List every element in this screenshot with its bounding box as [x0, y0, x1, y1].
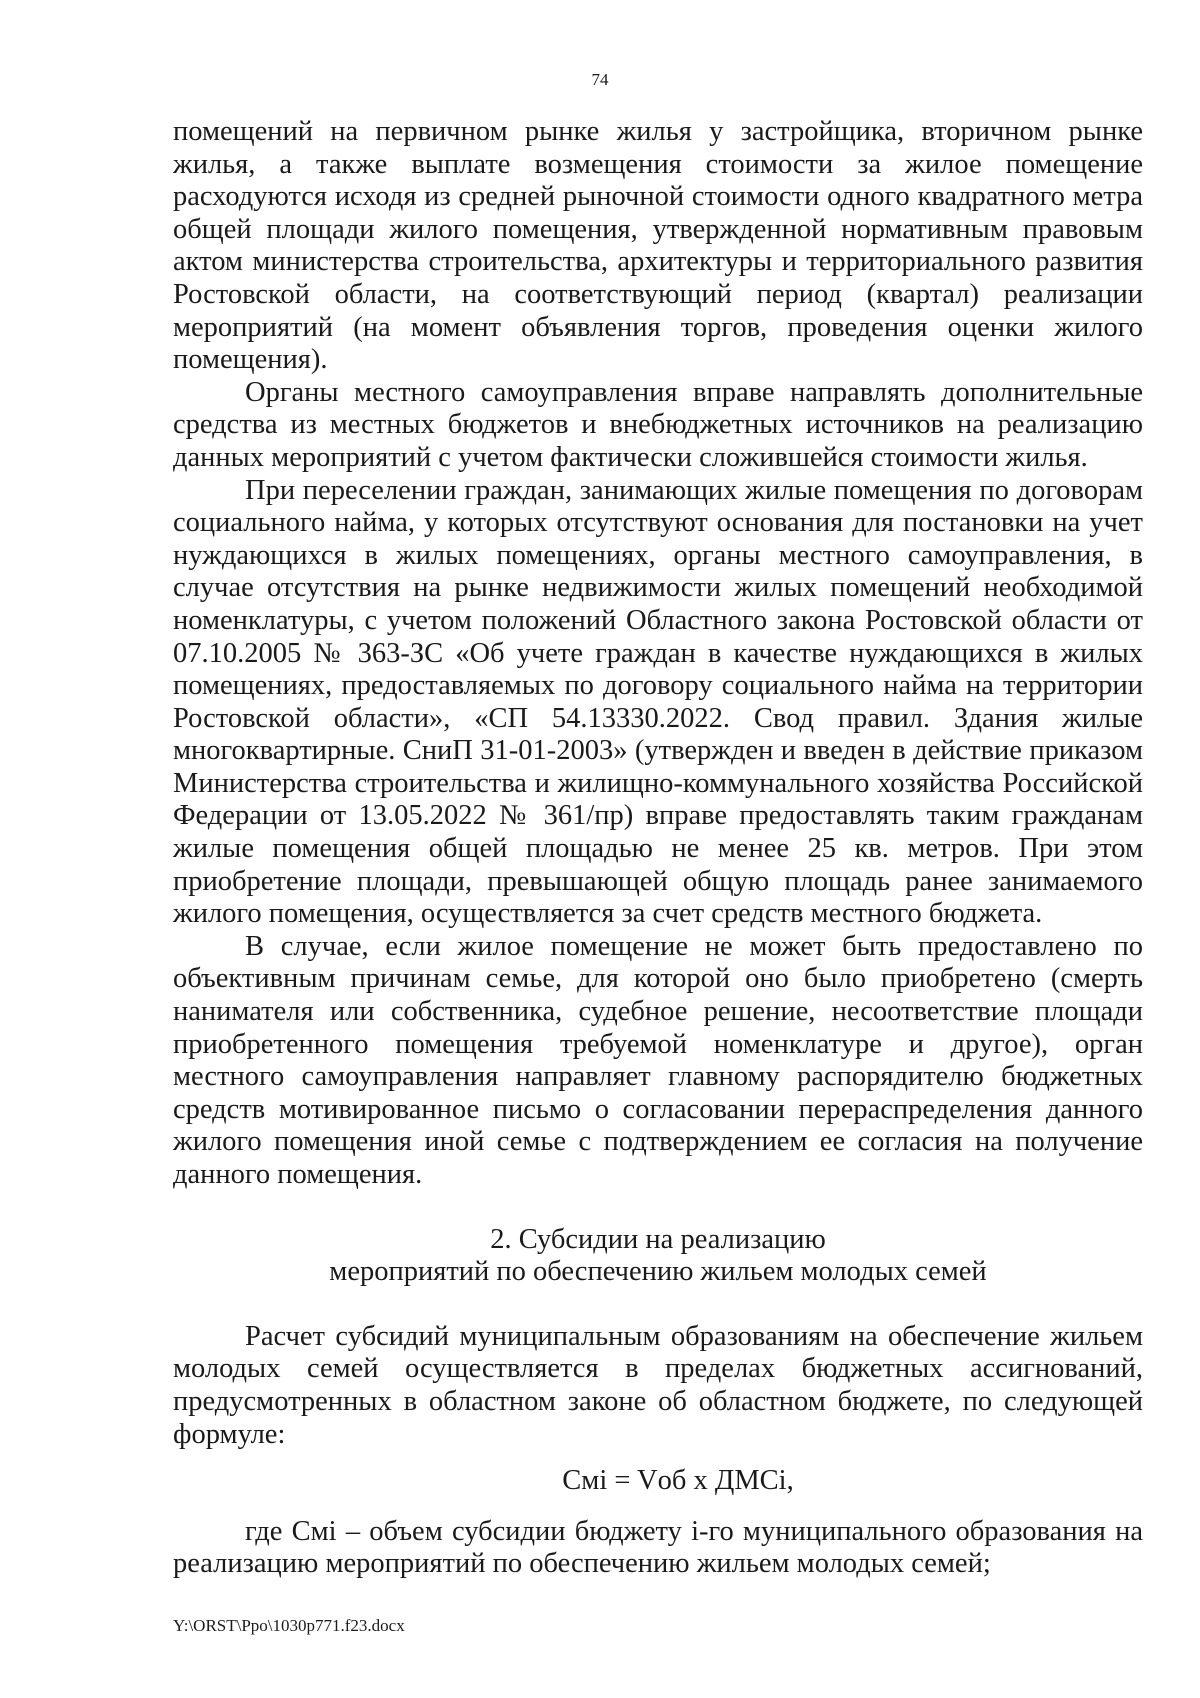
paragraph-continuation: помещений на первичном рынке жилья у застройщика, вторичном рынке жилья, а также выплате возмещения стоимости за жилое помещение расходуются исходя из средней рыночной стоимости одного квадратного метра общей площади жилого помещения, утвержденной нормативным правовым актом министерства строительства, архитектуры и территориального развития Ростовской области, на соответствующий период (квартал) реализации мероприятий (на момент объявления торгов, проведения оценки жилого помещения).	[173, 116, 1143, 376]
formula: Смi = Vоб x ДМСi,	[562, 1465, 794, 1497]
section-heading	[173, 1224, 1143, 1289]
paragraph-formula-definition: где Смi – объем субсидии бюджету i-го муниципального образования на реализацию мероприятий по обеспечению жильем молодых семей;	[173, 1515, 1143, 1580]
paragraph-redistribution: В случае, если жилое помещение не может быть предоставлено по объективным причинам семье, для которой оно было приобретено (смерть нанимателя или собственника, судебное решение, несоответствие площади приобретенного помещения требуемой номенклатуре и другое), орган местного самоуправления направляет главному распорядителю бюджетных средств мотивированное письмо о согласовании перераспределения данного жилого помещения иной семье с подтверждением ее согласия на получение данного помещения.	[173, 930, 1143, 1190]
page-number: 74	[591, 70, 609, 89]
footer-file-path: Y:\ORST\Ppo\1030p771.f23.docx	[173, 1616, 405, 1635]
paragraph-subsidy-calculation: Расчет субсидий муниципальным образованиям на обеспечение жильем молодых семей осуществляется в пределах бюджетных ассигнований, предусмотренных в областном законе об областном бюджете, по следующей формуле:	[173, 1320, 1143, 1450]
paragraph-local-budgets: Органы местного самоуправления вправе направлять дополнительные средства из местных бюджетов и внебюджетных источников на реализацию данных мероприятий с учетом фактически сложившейся стоимости жилья.	[173, 376, 1143, 473]
paragraph-resettlement: При переселении граждан, занимающих жилые помещения по договорам социального найма, у которых отсутствуют основания для постановки на учет нуждающихся в жилых помещениях, органы местного самоуправления, в случае отсутствия на рынке недвижимости жилых помещений необходимой номенклатуры, с учетом положений Областного закона Ростовской области от 07.10.2005 № 363-ЗС «Об учете граждан в качестве нуждающихся в жилых помещениях, предоставляемых по договору социального найма на территории Ростовской области», «СП 54.13330.2022. Свод правил. Здания жилые многоквартирные. СниП 31-01-2003» (утвержден и введен в действие приказом Министерства строительства и жилищно-коммунального хозяйства Российской Федерации от 13.05.2022 № 361/пр) вправе предоставлять таким гражданам жилые помещения общей площадью не менее 25 кв. метров. При этом приобретение площади, превышающей общую площадь ранее занимаемого жилого помещения, осуществляется за счет средств местного бюджета.	[173, 474, 1143, 930]
section-heading-line-1: 2. Субсидии на реализацию	[490, 1223, 826, 1255]
section-heading-line-2: мероприятий по обеспечению жильем молодых семей	[329, 1256, 987, 1288]
document-body	[173, 116, 1143, 1581]
